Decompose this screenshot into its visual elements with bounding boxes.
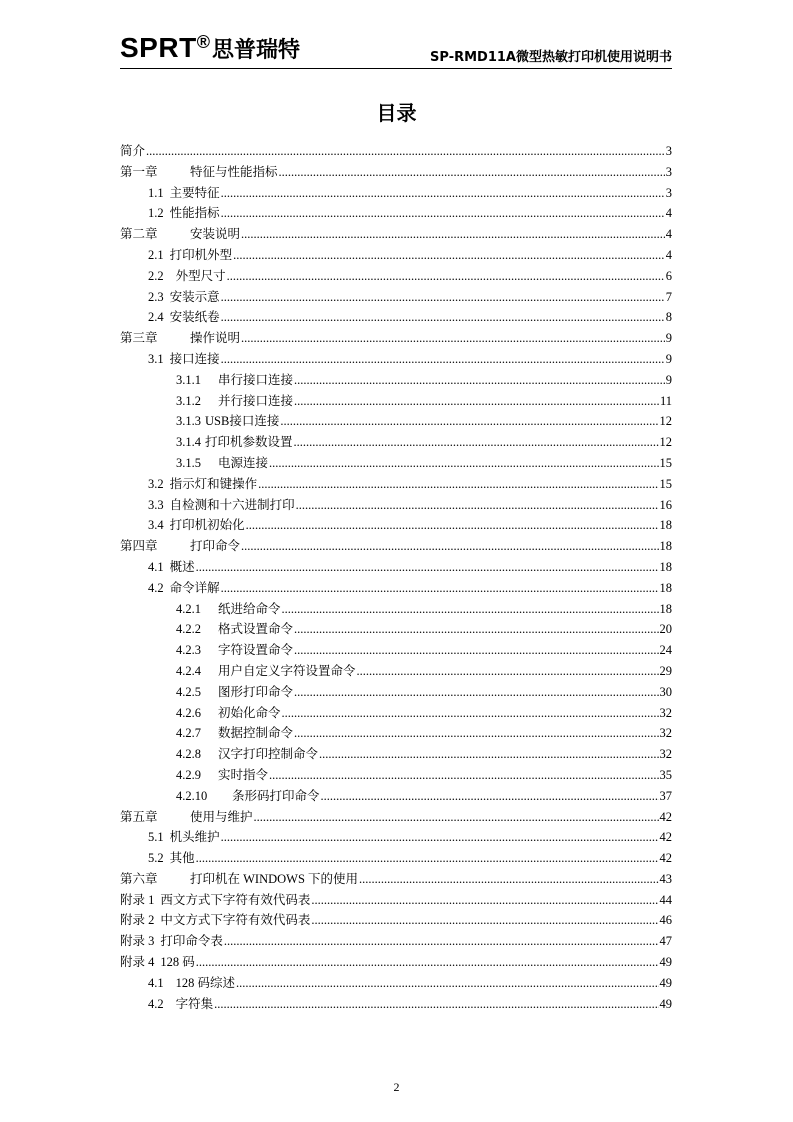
registered-mark: ® [196, 32, 210, 52]
toc-entry-page: 7 [665, 289, 672, 304]
toc-entry-2-1[interactable] [120, 245, 672, 266]
toc-entry-2-3[interactable] [120, 287, 672, 308]
toc-entry-label: 数据控制命令 [218, 726, 294, 741]
dot-leader [294, 391, 659, 412]
toc-entry-3-1-5[interactable] [120, 453, 672, 474]
toc-entry-page: 32 [659, 726, 672, 741]
toc-entry-page: 30 [659, 684, 672, 699]
toc-entry-label: 字符集 [175, 996, 214, 1011]
toc-entry-label: 安装示意 [169, 289, 220, 304]
toc-entry-chapter-2[interactable] [120, 224, 672, 245]
toc-entry-page: 3 [665, 164, 672, 179]
toc-entry-label: 特征与性能指标 [190, 164, 278, 179]
toc-entry-page: 3 [665, 185, 672, 200]
dot-leader [269, 453, 658, 474]
toc-entry-4-2-3[interactable] [120, 640, 672, 661]
toc-entry-4-2-8[interactable] [120, 744, 672, 765]
dot-leader [221, 578, 659, 599]
dot-leader [311, 910, 658, 931]
toc-entry-4-2-9[interactable] [120, 765, 672, 786]
toc-entry-page: 42 [659, 830, 672, 845]
dot-leader [319, 744, 658, 765]
dot-leader [233, 245, 665, 266]
toc-entry-label: 字符设置命令 [218, 643, 294, 658]
dot-leader [294, 619, 658, 640]
toc-entry-page: 42 [659, 809, 672, 824]
toc-entry-label: 图形打印命令 [218, 684, 294, 699]
toc-entry-label: 条形码打印命令 [232, 788, 320, 803]
toc-entry-page: 9 [665, 372, 672, 387]
toc-entry-label: 指示灯和键操作 [169, 476, 258, 491]
toc-entry-label: 实时指令 [218, 767, 269, 782]
toc-entry-label: 性能指标 [169, 206, 220, 221]
brand-logo [120, 32, 300, 64]
toc-entry-page: 43 [659, 871, 672, 886]
dot-leader [241, 328, 665, 349]
toc-entry-number: 3.2 [148, 476, 164, 491]
toc-entry-page: 4 [665, 227, 672, 242]
toc-entry-label: 概述 [169, 559, 195, 574]
toc-entry-page: 18 [659, 518, 672, 533]
toc-heading: 目录 [376, 101, 417, 125]
toc-entry-label: 安装说明 [190, 227, 241, 242]
toc-entry-4-2-4[interactable] [120, 661, 672, 682]
brand-chinese: 思普瑞特 [211, 38, 300, 63]
toc-entry-page: 3 [665, 144, 672, 158]
dot-leader [321, 786, 659, 807]
toc-entry-appendix-4-1[interactable] [120, 973, 672, 994]
toc-entry-label: 汉字打印控制命令 [218, 747, 319, 762]
toc-entry-appendix-1[interactable] [120, 890, 672, 911]
dot-leader [294, 640, 658, 661]
toc-entry-number: 5.1 [148, 830, 164, 845]
toc-entry-label: 用户自定义字符设置命令 [218, 663, 356, 678]
toc-entry-number: 第四章 [120, 539, 158, 554]
toc-entry-label: 使用与维护 [190, 809, 253, 824]
toc-entry-label: 打印命令 [190, 539, 241, 554]
dot-leader [359, 869, 658, 890]
dot-leader [196, 848, 659, 869]
toc-entry-label: 中文方式下字符有效代码表 [160, 913, 311, 928]
toc-entry-number: 4.2.10 [176, 788, 208, 803]
toc-entry-5-1[interactable] [120, 827, 672, 848]
toc-entry-number: 4.2.5 [176, 684, 201, 699]
toc-entry-number: 2.3 [148, 289, 164, 304]
table-of-contents [120, 141, 672, 1014]
toc-entry-number: 3.4 [148, 518, 164, 533]
toc-entry-1-1[interactable] [120, 183, 672, 204]
toc-entry-number: 4.2.7 [176, 726, 201, 741]
toc-entry-4-2-2[interactable] [120, 619, 672, 640]
toc-entry-chapter-3[interactable] [120, 328, 672, 349]
toc-entry-page: 9 [665, 331, 672, 346]
toc-entry-4-2-5[interactable] [120, 682, 672, 703]
toc-entry-number: 4.2 [148, 996, 164, 1011]
toc-entry-label: 初始化命令 [218, 705, 281, 720]
toc-entry-number: 第五章 [120, 809, 158, 824]
toc-entry-label: 其他 [169, 851, 195, 866]
dot-leader [282, 599, 659, 620]
brand-latin: SPRT [120, 32, 197, 63]
dot-leader [146, 141, 665, 162]
toc-entry-intro[interactable] [120, 141, 672, 162]
dot-leader [279, 162, 665, 183]
toc-entry-chapter-6[interactable] [120, 869, 672, 890]
dot-leader [227, 266, 665, 287]
toc-entry-label: 纸进给命令 [218, 601, 281, 616]
dot-leader [196, 952, 659, 973]
toc-entry-label: 128 码综述 [175, 975, 236, 990]
dot-leader [221, 183, 665, 204]
toc-entry-number: 1.2 [148, 206, 164, 221]
toc-entry-number: 2.4 [148, 310, 164, 325]
toc-entry-number: 2.1 [148, 247, 164, 262]
dot-leader [294, 723, 658, 744]
dot-leader [357, 661, 659, 682]
dot-leader [221, 287, 665, 308]
toc-entry-appendix-3[interactable] [120, 931, 672, 952]
toc-entry-number: 4.1 [148, 559, 164, 574]
toc-entry-number: 4.2.2 [176, 622, 201, 637]
toc-entry-2-4[interactable] [120, 307, 672, 328]
toc-entry-page: 18 [659, 601, 672, 616]
dot-leader [241, 536, 658, 557]
dot-leader [282, 703, 659, 724]
toc-entry-number: 1.1 [148, 185, 164, 200]
toc-entry-chapter-4[interactable] [120, 536, 672, 557]
toc-entry-3-1-1[interactable] [120, 370, 672, 391]
toc-entry-appendix-2[interactable] [120, 910, 672, 931]
toc-entry-page: 6 [665, 268, 672, 283]
dot-leader [224, 931, 659, 952]
toc-entry-2-2[interactable] [120, 266, 672, 287]
toc-entry-number: 3.1.3 [176, 414, 201, 429]
toc-entry-page: 15 [659, 455, 672, 470]
dot-leader [196, 557, 659, 578]
dot-leader [294, 682, 658, 703]
toc-entry-label: 串行接口连接 [218, 372, 294, 387]
toc-entry-number: 第一章 [120, 164, 158, 179]
toc-entry-label: 128 码 [160, 955, 195, 970]
toc-entry-4-2-10[interactable] [120, 786, 672, 807]
toc-entry-number: 4.2.9 [176, 767, 201, 782]
toc-entry-3-4[interactable] [120, 515, 672, 536]
toc-entry-number: 附录 2 [120, 913, 155, 928]
toc-entry-page: 32 [659, 705, 672, 720]
toc-entry-page: 49 [659, 975, 672, 990]
toc-entry-number: 5.2 [148, 851, 164, 866]
toc-entry-page: 9 [665, 351, 672, 366]
toc-entry-3-1[interactable] [120, 349, 672, 370]
toc-entry-1-2[interactable] [120, 203, 672, 224]
toc-entry-number: 4.2.8 [176, 747, 201, 762]
toc-entry-number: 4.2.4 [176, 663, 201, 678]
toc-entry-number: 附录 1 [120, 892, 155, 907]
toc-entry-5-2[interactable] [120, 848, 672, 869]
toc-entry-chapter-1[interactable] [120, 162, 672, 183]
dot-leader [221, 307, 665, 328]
toc-entry-page: 11 [659, 393, 672, 408]
toc-entry-page: 32 [659, 747, 672, 762]
toc-entry-number: 4.2 [148, 580, 164, 595]
toc-entry-number: 4.2.6 [176, 705, 201, 720]
toc-entry-label: 安装纸卷 [169, 310, 220, 325]
toc-entry-4-2-7[interactable] [120, 723, 672, 744]
toc-entry-number: 3.1.2 [176, 393, 201, 408]
dot-leader [236, 973, 658, 994]
toc-entry-page: 49 [659, 996, 672, 1011]
toc-entry-label: 格式设置命令 [218, 622, 294, 637]
toc-entry-page: 42 [659, 851, 672, 866]
toc-entry-label: USB接口连接 [205, 414, 280, 429]
dot-leader [294, 370, 665, 391]
dot-leader [241, 224, 665, 245]
toc-entry-page: 46 [659, 913, 672, 928]
toc-entry-page: 20 [659, 622, 672, 637]
toc-entry-appendix-4[interactable] [120, 952, 672, 973]
toc-entry-label: 自检测和十六进制打印 [169, 497, 295, 512]
toc-entry-label: 打印机在 WINDOWS 下的使用 [190, 871, 359, 886]
toc-entry-label: 命令详解 [169, 580, 220, 595]
dot-leader [296, 495, 659, 516]
toc-entry-number: 3.1.5 [176, 455, 201, 470]
toc-entry-4-2[interactable] [120, 578, 672, 599]
document-title: SP-RMD11A微型热敏打印机使用说明书 [430, 50, 672, 65]
toc-entry-page: 24 [659, 643, 672, 658]
toc-entry-page: 35 [659, 767, 672, 782]
toc-entry-number: 第六章 [120, 871, 158, 886]
toc-entry-label: 外型尺寸 [175, 268, 226, 283]
toc-entry-chapter-5[interactable] [120, 807, 672, 828]
toc-entry-number: 4.1 [148, 975, 164, 990]
toc-entry-number: 附录 3 [120, 934, 155, 949]
dot-leader [311, 890, 658, 911]
toc-entry-number: 3.1 [148, 351, 164, 366]
toc-entry-label: 打印机参数设置 [205, 435, 293, 450]
dot-leader [254, 807, 659, 828]
toc-entry-3-1-3[interactable] [120, 411, 672, 432]
toc-entry-4-1[interactable] [120, 557, 672, 578]
toc-entry-number: 3.1.4 [176, 435, 201, 450]
toc-entry-number: 3.3 [148, 497, 164, 512]
toc-entry-label: 简介 [120, 144, 146, 158]
toc-entry-label: 操作说明 [190, 331, 241, 346]
toc-entry-label: 西文方式下字符有效代码表 [160, 892, 311, 907]
toc-entry-page: 29 [659, 663, 672, 678]
toc-entry-page: 12 [659, 435, 672, 450]
toc-entry-number: 第三章 [120, 331, 158, 346]
toc-entry-4-2-1[interactable] [120, 599, 672, 620]
toc-entry-label: 电源连接 [218, 455, 269, 470]
toc-entry-number: 4.2.3 [176, 643, 201, 658]
toc-entry-page: 4 [665, 247, 672, 262]
dot-leader [221, 827, 659, 848]
toc-entry-number: 附录 4 [120, 955, 155, 970]
dot-leader [294, 432, 659, 453]
toc-entry-3-3[interactable] [120, 495, 672, 516]
toc-entry-page: 12 [659, 414, 672, 429]
dot-leader [246, 515, 659, 536]
toc-entry-page: 16 [659, 497, 672, 512]
toc-entry-label: 机头维护 [169, 830, 220, 845]
toc-entry-page: 47 [659, 934, 672, 949]
dot-leader [269, 765, 658, 786]
toc-entry-3-1-2[interactable] [120, 391, 672, 412]
dot-leader [258, 474, 658, 495]
toc-entry-label: 接口连接 [169, 351, 220, 366]
dot-leader [214, 994, 658, 1015]
toc-entry-number: 2.2 [148, 268, 164, 283]
toc-entry-page: 49 [659, 955, 672, 970]
toc-entry-label: 并行接口连接 [218, 393, 294, 408]
toc-entry-3-2[interactable] [120, 474, 672, 495]
toc-entry-page: 18 [659, 559, 672, 574]
toc-entry-page: 4 [665, 206, 672, 221]
toc-entry-label: 打印命令表 [160, 934, 223, 949]
toc-entry-page: 37 [659, 788, 672, 803]
toc-entry-number: 4.2.1 [176, 601, 201, 616]
toc-entry-number: 3.1.1 [176, 372, 201, 387]
toc-entry-label: 打印机初始化 [169, 518, 245, 533]
toc-entry-page: 8 [665, 310, 672, 325]
toc-entry-number: 第二章 [120, 227, 158, 242]
page-number: 2 [393, 1080, 400, 1094]
toc-entry-appendix-4-2[interactable] [120, 994, 672, 1015]
dot-leader [221, 349, 665, 370]
toc-entry-page: 44 [659, 892, 672, 907]
toc-entry-4-2-6[interactable] [120, 703, 672, 724]
toc-entry-3-1-4[interactable] [120, 432, 672, 453]
dot-leader [221, 203, 665, 224]
toc-entry-page: 15 [659, 476, 672, 491]
dot-leader [280, 411, 658, 432]
toc-entry-label: 打印机外型 [169, 247, 233, 262]
toc-entry-page: 18 [659, 539, 672, 554]
page-header [120, 30, 672, 69]
toc-entry-label: 主要特征 [169, 185, 220, 200]
toc-entry-page: 18 [659, 580, 672, 595]
